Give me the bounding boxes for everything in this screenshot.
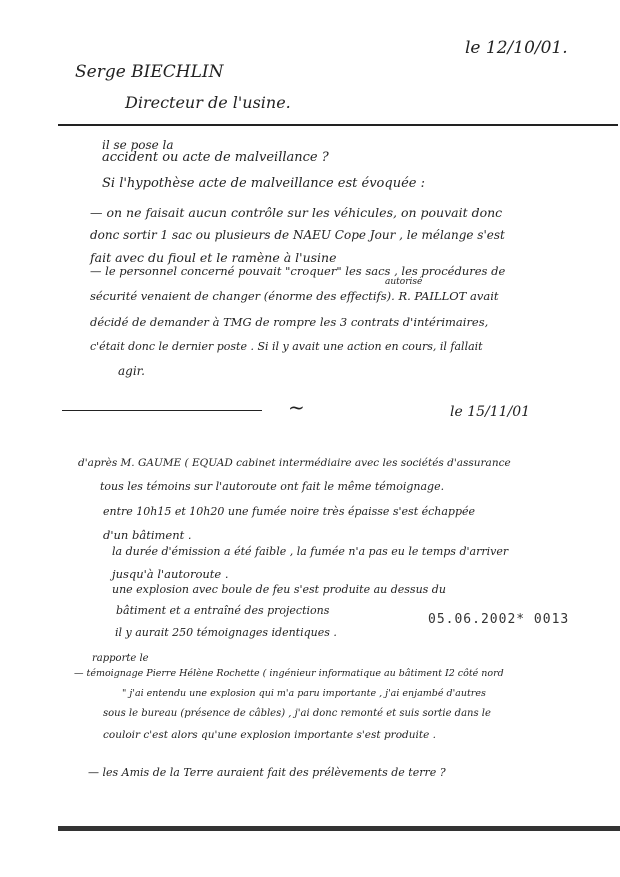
note-line: fait avec du fioul et le ramène à l'usine (90, 250, 337, 265)
date-stamp: 05.06.2002* 0013 (428, 612, 570, 627)
note-line: sous le bureau (présence de câbles) , j'ai donc remonté et suis sortie dans le (103, 708, 491, 719)
section-date: le 15/11/01 (450, 404, 531, 420)
note-line: — témoignage Pierre Hélène Rochette ( ingénieur informatique au bâtiment I2 côté nord (74, 668, 504, 679)
note-line: accident ou acte de malveillance ? (102, 150, 329, 165)
note-line: décidé de demander à TMG de rompre les 3 contrats d'intérimaires, (90, 315, 489, 329)
section-divider (62, 410, 262, 411)
separator-mark: ~ (288, 395, 305, 419)
author-role: Directeur de l'usine. (125, 93, 291, 112)
note-line: il se pose la (102, 138, 174, 152)
note-line: — on ne faisait aucun contrôle sur les véhicules, on pouvait donc (90, 205, 503, 220)
note-line: — le personnel concerné pouvait "croquer" les sacs , les procédures de (90, 264, 506, 278)
note-line: sécurité venaient de changer (énorme des effectifs). R. PAILLOT avait (90, 289, 499, 303)
note-line: jusqu'à l'autoroute . (112, 567, 229, 581)
note-line: il y aurait 250 témoignages identiques . (115, 626, 337, 639)
note-line: une explosion avec boule de feu s'est produite au dessus du (112, 583, 446, 596)
note-line: donc sortir 1 sac ou plusieurs de NAEU Cope Jour , le mélange s'est (90, 228, 505, 242)
page-bottom-edge (58, 826, 620, 831)
note-line: d'un bâtiment . (103, 528, 192, 542)
note-line: entre 10h15 et 10h20 une fumée noire très épaisse s'est échappée (103, 505, 476, 518)
note-line: agir. (118, 364, 145, 378)
note-line: Si l'hypothèse acte de malveillance est évoquée : (102, 176, 425, 191)
section3-label: rapporte le (92, 653, 149, 664)
note-line: tous les témoins sur l'autoroute ont fait le même témoignage. (100, 480, 445, 493)
author-name: Serge BIECHLIN (75, 62, 224, 82)
note-line: — les Amis de la Terre auraient fait des prélèvements de terre ? (88, 766, 446, 779)
header-divider (58, 124, 618, 126)
note-line: couloir c'est alors qu'une explosion importante s'est produite . (103, 729, 436, 741)
note-line: bâtiment et a entraîné des projections (116, 604, 330, 617)
section-intro: d'après M. GAUME ( EQUAD cabinet intermédiaire avec les sociétés d'assurance (78, 457, 511, 469)
header-date: le 12/10/01. (465, 38, 568, 58)
note-annotation: autorisé (385, 277, 423, 287)
note-line: la durée d'émission a été faible , la fumée n'a pas eu le temps d'arriver (112, 545, 509, 558)
note-line: c'était donc le dernier poste . Si il y avait une action en cours, il fallait (90, 340, 483, 353)
note-line: " j'ai entendu une explosion qui m'a paru importante , j'ai enjambé d'autres (122, 688, 486, 699)
